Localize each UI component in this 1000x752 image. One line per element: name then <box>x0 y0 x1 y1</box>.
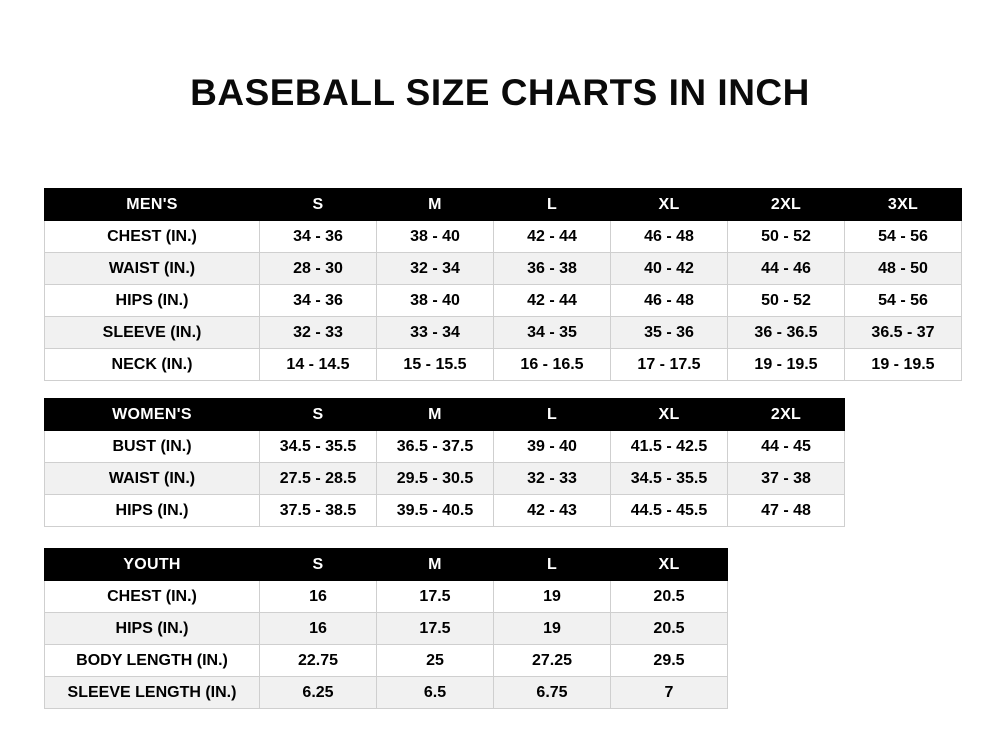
women-measurement-cell: 41.5 - 42.5 <box>611 431 728 463</box>
page-title: BASEBALL SIZE CHARTS IN INCH <box>190 72 810 113</box>
men-measurement-cell: 34 - 36 <box>260 285 377 317</box>
men-measurement-cell: 36.5 - 37 <box>845 317 962 349</box>
youth-measurement-cell: 16 <box>260 613 377 645</box>
mens-size-table <box>44 188 962 381</box>
women-measurement-cell: 34.5 - 35.5 <box>611 463 728 495</box>
womens-table-header <box>45 399 845 431</box>
women-row-label: BUST (IN.) <box>45 431 260 463</box>
women-measurement-cell: 39 - 40 <box>494 431 611 463</box>
women-row-label: WAIST (IN.) <box>45 463 260 495</box>
women-measurement-cell: 42 - 43 <box>494 495 611 527</box>
men-measurement-cell: 19 - 19.5 <box>845 349 962 381</box>
women-column-header: L <box>494 399 611 431</box>
men-measurement-cell: 32 - 34 <box>377 253 494 285</box>
men-measurement-cell: 50 - 52 <box>728 221 845 253</box>
men-measurement-cell: 54 - 56 <box>845 221 962 253</box>
men-measurement-cell: 35 - 36 <box>611 317 728 349</box>
table-header-row <box>45 549 728 581</box>
youth-column-header: L <box>494 549 611 581</box>
youth-column-header: XL <box>611 549 728 581</box>
men-row-label: SLEEVE (IN.) <box>45 317 260 349</box>
women-column-header: S <box>260 399 377 431</box>
women-column-header: 2XL <box>728 399 845 431</box>
table-row <box>45 431 845 463</box>
women-measurement-cell: 39.5 - 40.5 <box>377 495 494 527</box>
men-row-label: CHEST (IN.) <box>45 221 260 253</box>
table-row <box>45 645 728 677</box>
table-row <box>45 495 845 527</box>
men-measurement-cell: 36 - 36.5 <box>728 317 845 349</box>
men-column-header: M <box>377 189 494 221</box>
men-row-label: HIPS (IN.) <box>45 285 260 317</box>
women-measurement-cell: 44.5 - 45.5 <box>611 495 728 527</box>
women-measurement-cell: 34.5 - 35.5 <box>260 431 377 463</box>
women-measurement-cell: 37 - 38 <box>728 463 845 495</box>
youth-column-header: S <box>260 549 377 581</box>
men-measurement-cell: 32 - 33 <box>260 317 377 349</box>
womens-size-table <box>44 398 845 527</box>
men-measurement-cell: 34 - 36 <box>260 221 377 253</box>
youth-row-label: CHEST (IN.) <box>45 581 260 613</box>
men-column-header: S <box>260 189 377 221</box>
men-measurement-cell: 42 - 44 <box>494 221 611 253</box>
men-measurement-cell: 19 - 19.5 <box>728 349 845 381</box>
women-measurement-cell: 44 - 45 <box>728 431 845 463</box>
men-measurement-cell: 40 - 42 <box>611 253 728 285</box>
youth-measurement-cell: 25 <box>377 645 494 677</box>
youth-size-chart <box>44 548 728 709</box>
youth-table-body <box>45 581 728 709</box>
men-measurement-cell: 50 - 52 <box>728 285 845 317</box>
men-column-header: L <box>494 189 611 221</box>
women-measurement-cell: 27.5 - 28.5 <box>260 463 377 495</box>
men-row-label: NECK (IN.) <box>45 349 260 381</box>
women-measurement-cell: 37.5 - 38.5 <box>260 495 377 527</box>
men-measurement-cell: 36 - 38 <box>494 253 611 285</box>
mens-table-body <box>45 221 962 381</box>
youth-measurement-cell: 6.25 <box>260 677 377 709</box>
men-row-label: WAIST (IN.) <box>45 253 260 285</box>
youth-measurement-cell: 6.75 <box>494 677 611 709</box>
table-row <box>45 317 962 349</box>
table-row <box>45 349 962 381</box>
table-row <box>45 221 962 253</box>
women-column-header: WOMEN'S <box>45 399 260 431</box>
men-measurement-cell: 17 - 17.5 <box>611 349 728 381</box>
men-measurement-cell: 46 - 48 <box>611 221 728 253</box>
men-column-header: 2XL <box>728 189 845 221</box>
women-measurement-cell: 32 - 33 <box>494 463 611 495</box>
table-row <box>45 253 962 285</box>
youth-column-header: M <box>377 549 494 581</box>
youth-measurement-cell: 17.5 <box>377 581 494 613</box>
youth-size-table <box>44 548 728 709</box>
men-measurement-cell: 34 - 35 <box>494 317 611 349</box>
table-header-row <box>45 399 845 431</box>
youth-measurement-cell: 16 <box>260 581 377 613</box>
womens-table-body <box>45 431 845 527</box>
men-column-header: XL <box>611 189 728 221</box>
youth-column-header: YOUTH <box>45 549 260 581</box>
youth-table-header <box>45 549 728 581</box>
women-measurement-cell: 36.5 - 37.5 <box>377 431 494 463</box>
mens-size-chart <box>44 188 962 381</box>
womens-size-chart <box>44 398 845 527</box>
youth-measurement-cell: 20.5 <box>611 613 728 645</box>
youth-row-label: BODY LENGTH (IN.) <box>45 645 260 677</box>
men-column-header: 3XL <box>845 189 962 221</box>
men-measurement-cell: 15 - 15.5 <box>377 349 494 381</box>
men-measurement-cell: 46 - 48 <box>611 285 728 317</box>
men-measurement-cell: 54 - 56 <box>845 285 962 317</box>
youth-measurement-cell: 27.25 <box>494 645 611 677</box>
youth-measurement-cell: 19 <box>494 581 611 613</box>
youth-measurement-cell: 20.5 <box>611 581 728 613</box>
youth-measurement-cell: 17.5 <box>377 613 494 645</box>
table-row <box>45 285 962 317</box>
men-measurement-cell: 14 - 14.5 <box>260 349 377 381</box>
table-row <box>45 613 728 645</box>
women-measurement-cell: 47 - 48 <box>728 495 845 527</box>
men-measurement-cell: 33 - 34 <box>377 317 494 349</box>
table-header-row <box>45 189 962 221</box>
women-measurement-cell: 29.5 - 30.5 <box>377 463 494 495</box>
women-row-label: HIPS (IN.) <box>45 495 260 527</box>
men-measurement-cell: 38 - 40 <box>377 285 494 317</box>
youth-measurement-cell: 22.75 <box>260 645 377 677</box>
youth-measurement-cell: 7 <box>611 677 728 709</box>
women-column-header: XL <box>611 399 728 431</box>
men-measurement-cell: 42 - 44 <box>494 285 611 317</box>
youth-measurement-cell: 6.5 <box>377 677 494 709</box>
mens-table-header <box>45 189 962 221</box>
youth-measurement-cell: 19 <box>494 613 611 645</box>
youth-row-label: SLEEVE LENGTH (IN.) <box>45 677 260 709</box>
men-measurement-cell: 38 - 40 <box>377 221 494 253</box>
men-measurement-cell: 16 - 16.5 <box>494 349 611 381</box>
table-row <box>45 677 728 709</box>
youth-measurement-cell: 29.5 <box>611 645 728 677</box>
men-measurement-cell: 28 - 30 <box>260 253 377 285</box>
youth-row-label: HIPS (IN.) <box>45 613 260 645</box>
men-measurement-cell: 48 - 50 <box>845 253 962 285</box>
table-row <box>45 581 728 613</box>
men-measurement-cell: 44 - 46 <box>728 253 845 285</box>
men-column-header: MEN'S <box>45 189 260 221</box>
table-row <box>45 463 845 495</box>
women-column-header: M <box>377 399 494 431</box>
